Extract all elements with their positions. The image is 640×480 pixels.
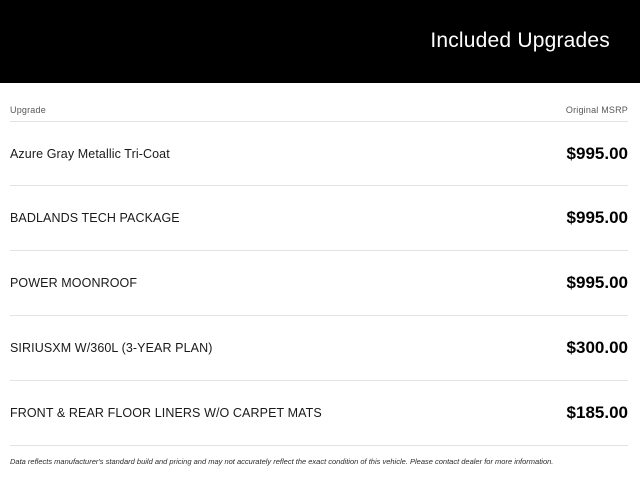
upgrade-name: FRONT & REAR FLOOR LINERS W/O CARPET MATS — [10, 406, 322, 420]
table-column-headers — [10, 83, 628, 121]
column-header-upgrade: Upgrade — [10, 105, 46, 115]
upgrade-name: BADLANDS TECH PACKAGE — [10, 211, 180, 225]
page-header — [0, 0, 640, 83]
upgrade-price: $995.00 — [566, 208, 628, 227]
disclaimer-text: Data reflects manufacturer's standard build and pricing and may not accurately reflect the exact condition of this vehicle. Please contact dealer for more information. — [10, 457, 554, 466]
upgrades-table — [10, 121, 628, 446]
table-row — [10, 381, 628, 446]
upgrade-name: POWER MOONROOF — [10, 276, 138, 290]
table-row — [10, 251, 628, 316]
page-title: Included Upgrades — [430, 29, 610, 52]
table-row — [10, 121, 628, 186]
upgrade-price: $300.00 — [566, 338, 628, 357]
upgrade-price: $995.00 — [566, 143, 628, 163]
upgrade-name: Azure Gray Metallic Tri-Coat — [10, 146, 170, 161]
upgrades-content — [0, 83, 640, 467]
column-header-msrp: Original MSRP — [565, 105, 628, 115]
table-row — [10, 186, 628, 251]
upgrade-name: SIRIUSXM W/360L (3-YEAR PLAN) — [10, 341, 213, 355]
upgrade-price: $185.00 — [566, 403, 628, 422]
upgrade-price: $995.00 — [566, 273, 628, 292]
table-row — [10, 316, 628, 381]
